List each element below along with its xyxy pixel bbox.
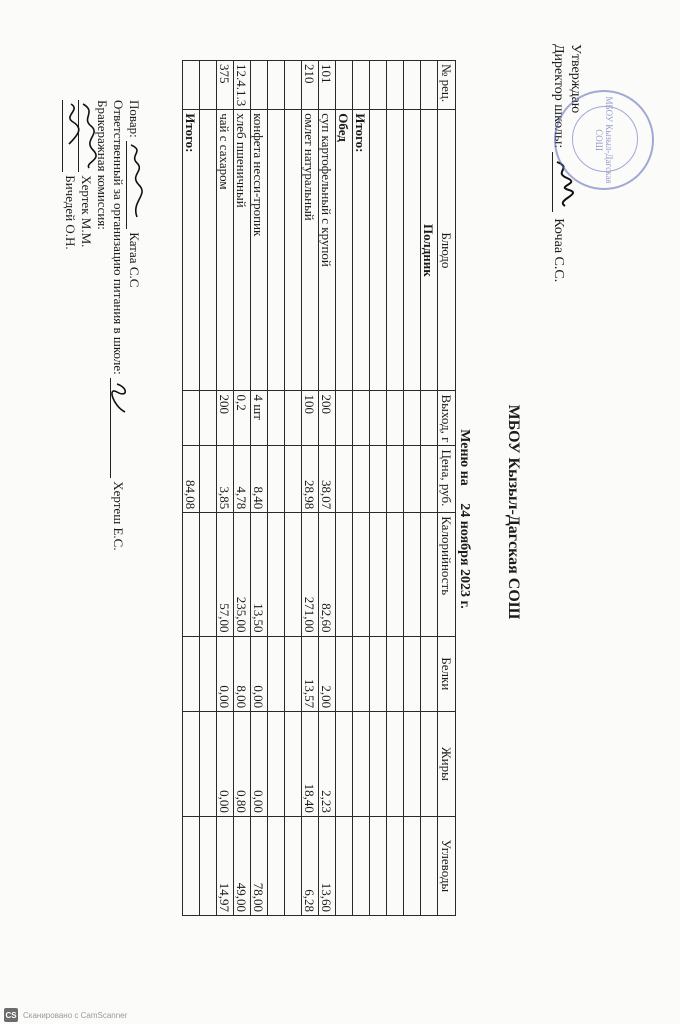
cell-cal: 57,00 bbox=[217, 513, 234, 636]
cell-rec bbox=[404, 61, 421, 110]
cell-rec bbox=[200, 61, 217, 110]
cell-carb bbox=[200, 816, 217, 915]
cell-fat: 2,23 bbox=[319, 712, 336, 817]
cell-carb: 14,97 bbox=[217, 816, 234, 915]
cell-cal bbox=[370, 513, 387, 636]
cell-prot: 8,00 bbox=[234, 636, 251, 712]
table-row bbox=[353, 61, 370, 916]
cell-dish: Итого: bbox=[353, 110, 370, 391]
cell-price: 3,85 bbox=[217, 446, 234, 513]
cell-prot bbox=[285, 636, 302, 712]
member2-signature-line bbox=[62, 100, 75, 172]
cell-fat bbox=[404, 712, 421, 817]
table-row bbox=[404, 61, 421, 916]
cell-prot bbox=[404, 636, 421, 712]
signature-block bbox=[62, 100, 142, 551]
camscanner-watermark bbox=[4, 1008, 127, 1022]
col-carbs: Углеводы bbox=[438, 816, 456, 915]
cell-dish: чай с сахаром bbox=[217, 110, 234, 391]
cell-out bbox=[387, 391, 404, 446]
cell-prot bbox=[421, 636, 438, 712]
cell-out: 0,2 bbox=[234, 391, 251, 446]
cell-out: 200 bbox=[319, 391, 336, 446]
cell-prot bbox=[336, 636, 353, 712]
cell-rec bbox=[421, 61, 438, 110]
cell-carb bbox=[336, 816, 353, 915]
cell-dish: суп картофельный с крупой bbox=[319, 110, 336, 391]
cell-prot: 0,00 bbox=[251, 636, 268, 712]
cell-fat bbox=[268, 712, 285, 817]
cell-price: 28,98 bbox=[302, 446, 319, 513]
table-row bbox=[336, 61, 353, 916]
cell-price: 8,40 bbox=[251, 446, 268, 513]
table-row bbox=[319, 61, 336, 916]
cell-fat bbox=[421, 712, 438, 817]
cell-fat bbox=[387, 712, 404, 817]
cell-rec bbox=[336, 61, 353, 110]
cell-fat bbox=[370, 712, 387, 817]
cell-price bbox=[336, 446, 353, 513]
cell-rec bbox=[353, 61, 370, 110]
cell-out bbox=[285, 391, 302, 446]
cell-out bbox=[336, 391, 353, 446]
member1-row bbox=[78, 100, 94, 551]
cell-dish bbox=[387, 110, 404, 391]
cell-prot bbox=[183, 636, 200, 712]
table-header-row bbox=[438, 61, 456, 916]
cell-fat: 0,80 bbox=[234, 712, 251, 817]
cook-label: Повар: bbox=[127, 100, 142, 138]
col-calories: Калорийность bbox=[438, 513, 456, 636]
cell-price bbox=[268, 446, 285, 513]
cell-fat: 0,00 bbox=[217, 712, 234, 817]
cell-cal bbox=[268, 513, 285, 636]
commission-label: Бракеражная комиссия: bbox=[95, 100, 110, 230]
cell-carb bbox=[421, 816, 438, 915]
school-stamp bbox=[554, 90, 654, 190]
cell-cal bbox=[200, 513, 217, 636]
cell-cal bbox=[404, 513, 421, 636]
cell-price bbox=[421, 446, 438, 513]
cell-carb: 13,60 bbox=[319, 816, 336, 915]
table-row bbox=[387, 61, 404, 916]
cell-rec: 12.4.1.3 bbox=[234, 61, 251, 110]
member1-name: Хертек М.М. bbox=[79, 175, 94, 248]
cell-dish: Обед bbox=[336, 110, 353, 391]
cell-rec: 101 bbox=[319, 61, 336, 110]
table-row bbox=[302, 61, 319, 916]
cell-out bbox=[268, 391, 285, 446]
cell-dish: конфета несси-тропик bbox=[251, 110, 268, 391]
cell-prot bbox=[353, 636, 370, 712]
camscanner-logo-icon: CS bbox=[4, 1008, 18, 1022]
cell-cal bbox=[353, 513, 370, 636]
cell-cal: 13,50 bbox=[251, 513, 268, 636]
cook-signature-icon bbox=[125, 141, 147, 221]
table-row bbox=[183, 61, 200, 916]
member2-row bbox=[62, 100, 78, 551]
col-dish: Блюдо bbox=[438, 110, 456, 391]
cell-price: 38,07 bbox=[319, 446, 336, 513]
cell-out bbox=[421, 391, 438, 446]
member2-name: Бичедей О.Н. bbox=[63, 175, 78, 250]
cell-price: 4,78 bbox=[234, 446, 251, 513]
cell-out: 200 bbox=[217, 391, 234, 446]
menu-title bbox=[456, 0, 472, 1024]
cell-rec bbox=[285, 61, 302, 110]
cell-rec bbox=[251, 61, 268, 110]
cell-dish: омлет натуральный bbox=[302, 110, 319, 391]
cell-carb: 6,28 bbox=[302, 816, 319, 915]
responsible-signature-line bbox=[110, 378, 123, 478]
table-row bbox=[234, 61, 251, 916]
member2-signature-icon bbox=[61, 100, 83, 150]
cell-out: 100 bbox=[302, 391, 319, 446]
cell-dish bbox=[285, 110, 302, 391]
cell-prot: 2,00 bbox=[319, 636, 336, 712]
table-row bbox=[285, 61, 302, 916]
cell-out bbox=[183, 391, 200, 446]
cell-out bbox=[404, 391, 421, 446]
cell-carb bbox=[285, 816, 302, 915]
school-title: МБОУ Кызыл-Дагская СОШ bbox=[505, 404, 522, 620]
cell-cal bbox=[387, 513, 404, 636]
cell-rec: 210 bbox=[302, 61, 319, 110]
cell-cal bbox=[183, 513, 200, 636]
director-label: Директор школы: bbox=[551, 44, 566, 149]
cell-dish bbox=[370, 110, 387, 391]
cell-prot bbox=[268, 636, 285, 712]
cell-prot: 0,00 bbox=[217, 636, 234, 712]
approve-label: Утверждаю bbox=[568, 44, 583, 114]
cell-fat bbox=[200, 712, 217, 817]
cell-dish bbox=[404, 110, 421, 391]
cell-cal: 235,00 bbox=[234, 513, 251, 636]
cell-carb bbox=[268, 816, 285, 915]
director-name: Кочаа С.С. bbox=[551, 218, 566, 283]
cell-out bbox=[370, 391, 387, 446]
cell-price bbox=[370, 446, 387, 513]
cell-prot: 13,57 bbox=[302, 636, 319, 712]
table-row bbox=[251, 61, 268, 916]
responsible-row bbox=[110, 100, 126, 551]
cell-out bbox=[200, 391, 217, 446]
cell-price bbox=[387, 446, 404, 513]
table-row bbox=[217, 61, 234, 916]
cell-out: 4 шт bbox=[251, 391, 268, 446]
cell-dish bbox=[200, 110, 217, 391]
table-row bbox=[200, 61, 217, 916]
col-recipe-number: № рец. bbox=[438, 61, 456, 110]
col-fat: Жиры bbox=[438, 712, 456, 817]
cell-rec bbox=[370, 61, 387, 110]
cell-rec bbox=[183, 61, 200, 110]
cell-dish bbox=[268, 110, 285, 391]
camscanner-text: Сканировано с CamScanner bbox=[23, 1010, 128, 1020]
cook-signature-line bbox=[126, 141, 139, 229]
cell-price bbox=[200, 446, 217, 513]
cell-price bbox=[404, 446, 421, 513]
cell-price bbox=[353, 446, 370, 513]
cell-dish: Итого: bbox=[183, 110, 200, 391]
cell-rec bbox=[387, 61, 404, 110]
responsible-signature-icon bbox=[109, 378, 131, 418]
cell-out bbox=[353, 391, 370, 446]
cell-carb: 49,00 bbox=[234, 816, 251, 915]
cell-prot bbox=[200, 636, 217, 712]
cell-dish: Полдник bbox=[421, 110, 438, 391]
responsible-label: Ответственный за организацию питания в школе: bbox=[111, 100, 126, 375]
cell-cal: 82,60 bbox=[319, 513, 336, 636]
table-row bbox=[268, 61, 285, 916]
cell-fat bbox=[353, 712, 370, 817]
menu-date: 24 ноября 2023 г. bbox=[457, 503, 472, 609]
cell-carb bbox=[353, 816, 370, 915]
cell-carb: 78,00 bbox=[251, 816, 268, 915]
cell-fat bbox=[336, 712, 353, 817]
cell-price bbox=[285, 446, 302, 513]
cell-rec bbox=[268, 61, 285, 110]
cell-prot bbox=[370, 636, 387, 712]
cell-carb bbox=[183, 816, 200, 915]
col-protein: Белки bbox=[438, 636, 456, 712]
cell-cal bbox=[336, 513, 353, 636]
cook-name: Катаа С.С bbox=[127, 232, 142, 288]
cell-fat bbox=[183, 712, 200, 817]
cell-fat: 18,40 bbox=[302, 712, 319, 817]
cell-cal bbox=[285, 513, 302, 636]
table-row bbox=[421, 61, 438, 916]
table-row bbox=[370, 61, 387, 916]
menu-label: Меню на bbox=[457, 429, 472, 486]
cell-carb bbox=[387, 816, 404, 915]
responsible-name: Хертеш Е.С. bbox=[111, 481, 126, 551]
cell-fat bbox=[285, 712, 302, 817]
cell-carb bbox=[404, 816, 421, 915]
cell-prot bbox=[387, 636, 404, 712]
cell-cal: 271,00 bbox=[302, 513, 319, 636]
col-output: Выход, г bbox=[438, 391, 456, 446]
cell-fat: 0,00 bbox=[251, 712, 268, 817]
cook-row bbox=[126, 100, 142, 551]
cell-carb bbox=[370, 816, 387, 915]
menu-table bbox=[182, 60, 456, 916]
cell-dish: хлеб пшеничный bbox=[234, 110, 251, 391]
cell-cal bbox=[421, 513, 438, 636]
cell-price: 84,08 bbox=[183, 446, 200, 513]
col-price: Цена, руб. bbox=[438, 446, 456, 513]
stamp-text: МБОУ Кызыл-Дагская СОШ bbox=[594, 96, 614, 184]
cell-rec: 375 bbox=[217, 61, 234, 110]
